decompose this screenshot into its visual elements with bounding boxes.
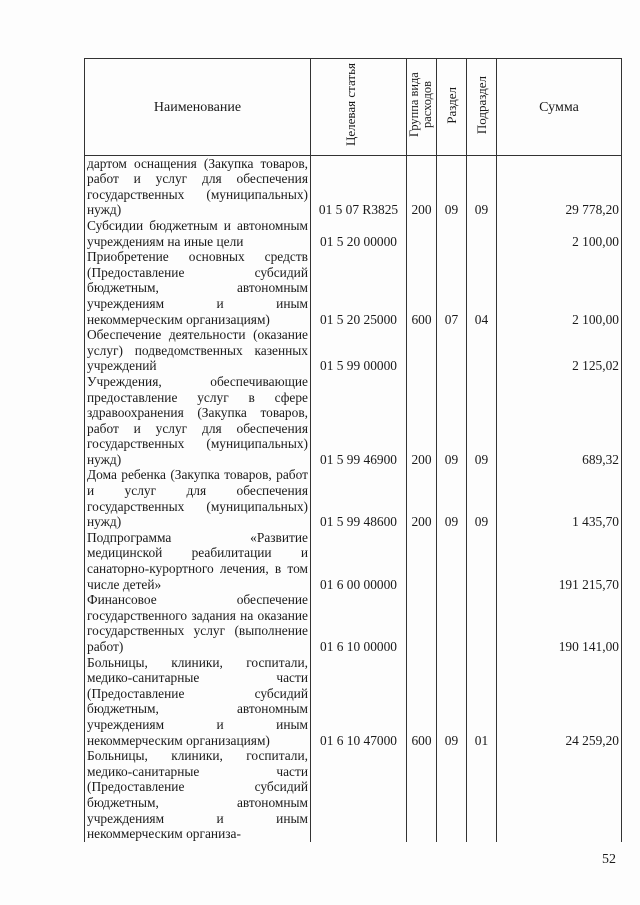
row-sum: [497, 748, 622, 842]
row-name: Больницы, клиники, госпитали, медико-санитарные части (Предоставление субсидий бюджетным, автономным учреждениям и иным некоммерческим организа-: [85, 748, 311, 842]
table-row: [85, 467, 622, 529]
row-section: 09: [437, 374, 467, 468]
row-name: Подпрограмма «Развитие медицинской реабилитации и санаторно-курортного лечения, в том числе детей»: [85, 530, 311, 592]
row-code: 01 6 10 47000: [311, 655, 407, 749]
row-name: Больницы, клиники, госпитали, медико-санитарные части (Предоставление субсидий бюджетным, автономным учреждениям и иным некоммерческим организациям): [85, 655, 311, 749]
row-group: [407, 748, 437, 842]
row-subsection: 04: [467, 249, 497, 327]
row-name: дартом оснащения (Закупка товаров, работ и услуг для обеспечения государственных (муниципальных) нужд): [85, 155, 311, 218]
header-subsection-label: Подраздел: [473, 75, 489, 135]
row-code: 01 5 99 48600: [311, 467, 407, 529]
header-section-label: Раздел: [443, 86, 459, 124]
header-name-label: Наименование: [153, 99, 242, 115]
row-group: 200: [407, 374, 437, 468]
row-code: 01 5 20 25000: [311, 249, 407, 327]
header-target-label: Целевая статья: [342, 63, 358, 147]
row-group: [407, 530, 437, 592]
row-name: Финансовое обеспечение государственного задания на оказание государственных услуг (выполнение работ): [85, 592, 311, 654]
row-sum: 2 100,00: [497, 249, 622, 327]
row-sum: 191 215,70: [497, 530, 622, 592]
row-sum: 2 125,02: [497, 327, 622, 374]
row-section: 09: [437, 655, 467, 749]
row-name: Субсидии бюджетным и автономным учреждениям на иные цели: [85, 218, 311, 249]
row-section: [437, 592, 467, 654]
table-row: [85, 327, 622, 374]
row-code: [311, 748, 407, 842]
table-row: [85, 374, 622, 468]
table-header-row: [85, 59, 622, 156]
row-name: Приобретение основных средств (Предоставление субсидий бюджетным, автономным учреждениям и иным некоммерческим организациям): [85, 249, 311, 327]
row-group: 600: [407, 655, 437, 749]
row-name: Обеспечение деятельности (оказание услуг) подведомственных казенных учреждений: [85, 327, 311, 374]
row-code: 01 6 00 00000: [311, 530, 407, 592]
row-sum: 190 141,00: [497, 592, 622, 654]
header-sum: [497, 59, 622, 156]
row-name: Учреждения, обеспечивающие предоставление услуг в сфере здравоохранения (Закупка товаров, работ и услуг для обеспечения государственных (муниципальных) нужд): [85, 374, 311, 468]
table-row: [85, 592, 622, 654]
row-group: [407, 327, 437, 374]
row-subsection: [467, 530, 497, 592]
row-group: 600: [407, 249, 437, 327]
table-row: [85, 530, 622, 592]
row-group: [407, 218, 437, 249]
row-subsection: 09: [467, 374, 497, 468]
header-sum-label: Сумма: [539, 99, 579, 115]
row-code: 01 5 20 00000: [311, 218, 407, 249]
row-section: [437, 748, 467, 842]
row-code: 01 5 99 00000: [311, 327, 407, 374]
table-row: [85, 748, 622, 842]
row-group: 200: [407, 155, 437, 218]
row-group: 200: [407, 467, 437, 529]
table-row: [85, 655, 622, 749]
row-sum: 2 100,00: [497, 218, 622, 249]
row-section: [437, 530, 467, 592]
table-row: [85, 155, 622, 218]
row-section: [437, 327, 467, 374]
row-subsection: [467, 748, 497, 842]
row-sum: 1 435,70: [497, 467, 622, 529]
row-subsection: [467, 327, 497, 374]
row-sum: 29 778,20: [497, 155, 622, 218]
row-code: 01 6 10 00000: [311, 592, 407, 654]
header-subsection: [467, 59, 497, 156]
row-group: [407, 592, 437, 654]
row-subsection: [467, 218, 497, 249]
row-section: 07: [437, 249, 467, 327]
page-number: 52: [602, 852, 616, 867]
row-section: 09: [437, 155, 467, 218]
row-sum: 689,32: [497, 374, 622, 468]
row-subsection: [467, 592, 497, 654]
row-section: [437, 218, 467, 249]
row-subsection: 09: [467, 155, 497, 218]
header-section: [437, 59, 467, 156]
table-row: [85, 218, 622, 249]
table-row: [85, 249, 622, 327]
budget-table: [84, 58, 622, 842]
row-subsection: 01: [467, 655, 497, 749]
row-subsection: 09: [467, 467, 497, 529]
header-target: [311, 59, 407, 156]
header-group: [407, 59, 437, 156]
row-code: 01 5 99 46900: [311, 374, 407, 468]
header-group-label: Группа вида расходов: [406, 72, 434, 138]
row-sum: 24 259,20: [497, 655, 622, 749]
row-section: 09: [437, 467, 467, 529]
header-name: [85, 59, 311, 156]
row-code: 01 5 07 R3825: [311, 155, 407, 218]
row-name: Дома ребенка (Закупка товаров, работ и услуг для обеспечения государственных (муниципальных) нужд): [85, 467, 311, 529]
